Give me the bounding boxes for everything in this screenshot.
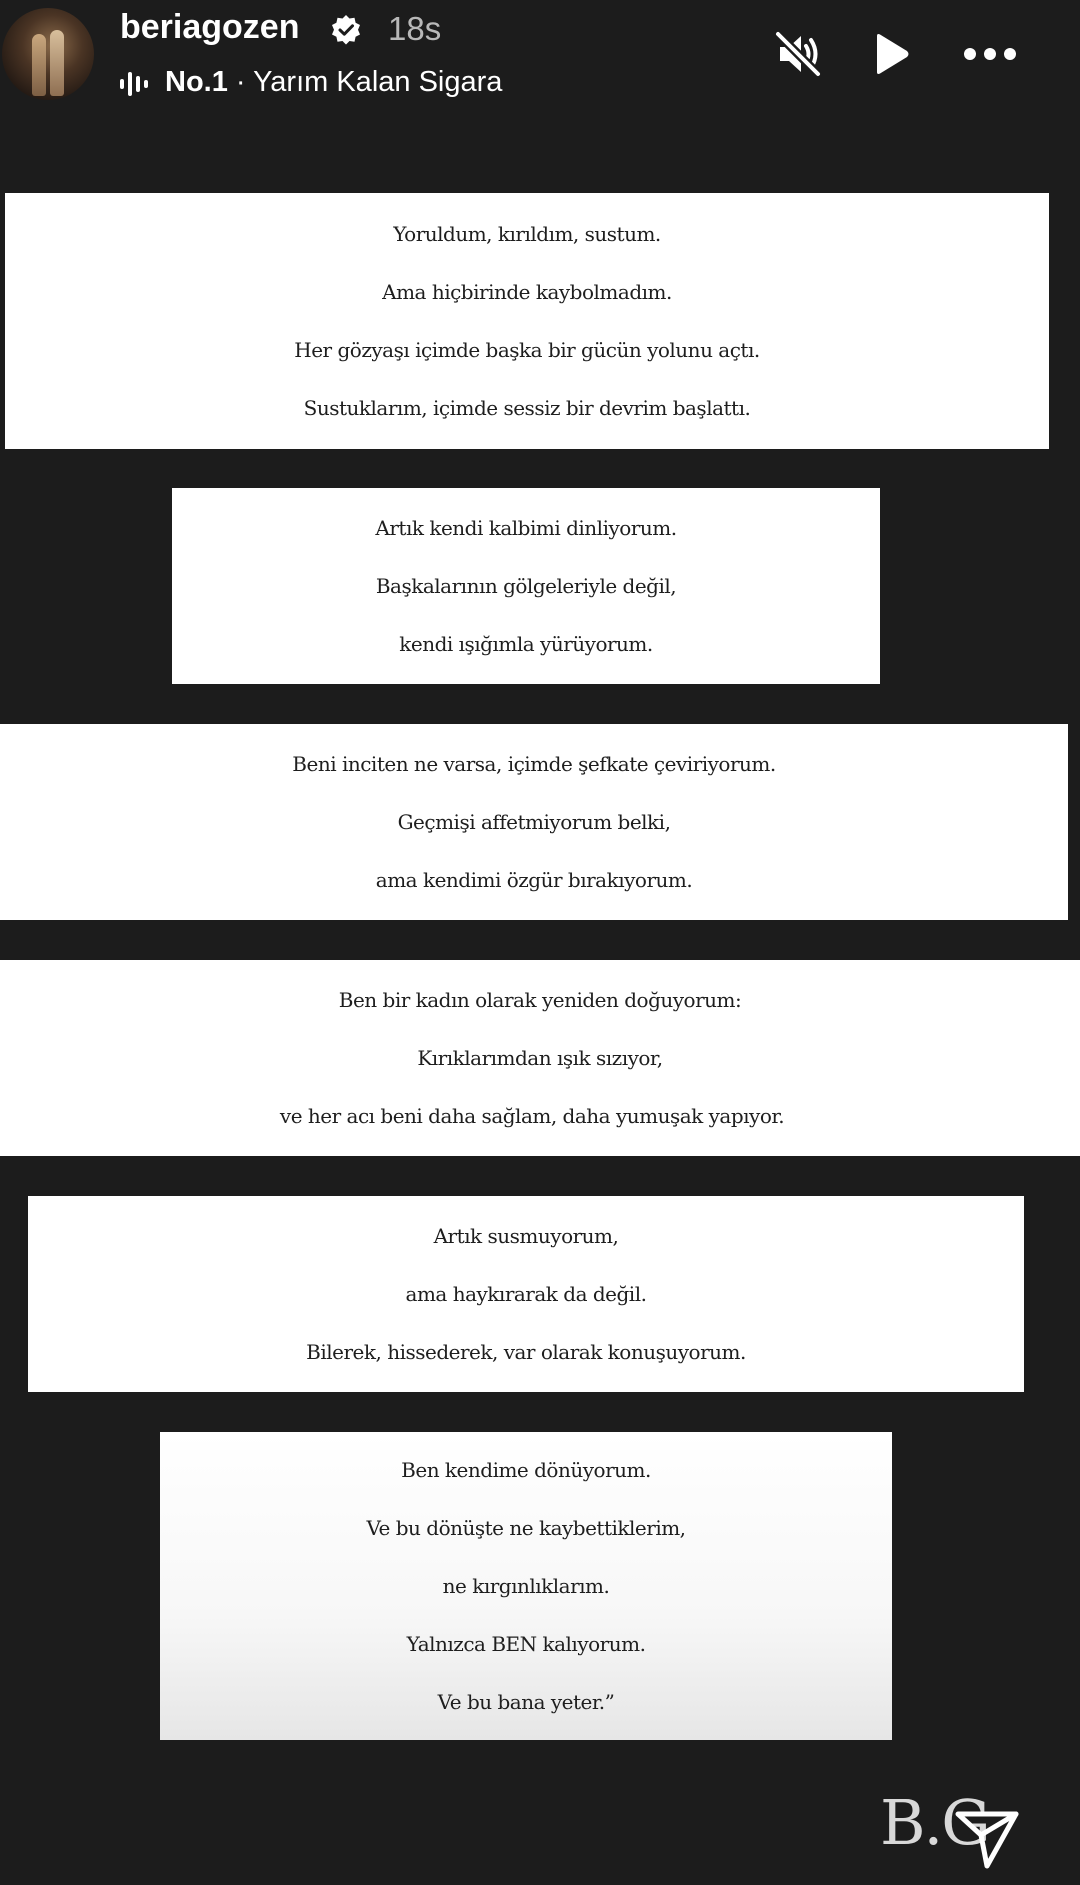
- text-line: Ben bir kadın olarak yeniden doğuyorum:: [338, 988, 742, 1012]
- text-line: Artık kendi kalbimi dinliyorum.: [375, 516, 677, 540]
- text-line: Ben kendime dönüyorum.: [401, 1458, 651, 1482]
- music-title: Yarım Kalan Sigara: [253, 66, 503, 98]
- text-line: Geçmişi affetmiyorum belki,: [397, 810, 671, 834]
- story-timestamp: 18s: [388, 10, 442, 47]
- text-block-3: [0, 724, 1068, 920]
- text-line: Her gözyaşı içimde başka bir gücün yolunu açtı.: [294, 338, 760, 362]
- speaker-muted-icon: [772, 28, 824, 80]
- text-line: kendi ışığımla yürüyorum.: [399, 632, 653, 656]
- music-rank: No.1: [165, 66, 228, 98]
- music-separator: ·: [227, 66, 254, 98]
- text-block-2: [172, 488, 880, 684]
- text-line: ama kendimi özgür bırakıyorum.: [375, 868, 693, 892]
- text-line: Yalnızca BEN kalıyorum.: [406, 1632, 646, 1656]
- text-line: Ve bu dönüşte ne kaybettiklerim,: [366, 1516, 686, 1540]
- text-line: Kırıklarımdan ışık sızıyor,: [417, 1046, 663, 1070]
- text-line: Beni inciten ne varsa, içimde şefkate çeviriyorum.: [292, 752, 776, 776]
- text-line: Bilerek, hissederek, var olarak konuşuyorum.: [306, 1340, 746, 1364]
- verified-badge-icon: [330, 14, 362, 46]
- story-header: [0, 0, 1080, 110]
- play-button[interactable]: [860, 24, 920, 84]
- username[interactable]: beriagozen: [120, 8, 300, 46]
- text-block-6: [160, 1432, 892, 1740]
- text-line: ve her acı beni daha sağlam, daha yumuşak yapıyor.: [279, 1104, 785, 1128]
- text-line: Başkalarının gölgeleriyle değil,: [375, 574, 677, 598]
- send-button[interactable]: [950, 1800, 1024, 1874]
- text-line: ne kırgınlıklarım.: [442, 1574, 610, 1598]
- avatar[interactable]: [2, 8, 94, 100]
- mute-button[interactable]: [768, 24, 828, 84]
- text-line: Sustuklarım, içimde sessiz bir devrim başlattı.: [303, 396, 751, 420]
- text-line: Artık susmuyorum,: [433, 1224, 619, 1248]
- text-block-1: [5, 193, 1049, 449]
- more-options-button[interactable]: [960, 24, 1020, 84]
- text-line: ama haykırarak da değil.: [405, 1282, 647, 1306]
- music-info[interactable]: [165, 66, 502, 99]
- text-line: Yoruldum, kırıldım, sustum.: [393, 222, 661, 246]
- more-dots-icon: [960, 44, 1020, 64]
- signature-watermark: B.G: [880, 1786, 989, 1859]
- play-icon: [867, 31, 913, 77]
- text-block-5: [28, 1196, 1024, 1392]
- text-line: Ama hiçbirinde kaybolmadım.: [382, 280, 672, 304]
- text-line: Ve bu bana yeter.”: [437, 1690, 615, 1714]
- text-block-4: [0, 960, 1080, 1156]
- send-paper-plane-icon: [950, 1800, 1024, 1874]
- music-bars-icon: [118, 68, 150, 100]
